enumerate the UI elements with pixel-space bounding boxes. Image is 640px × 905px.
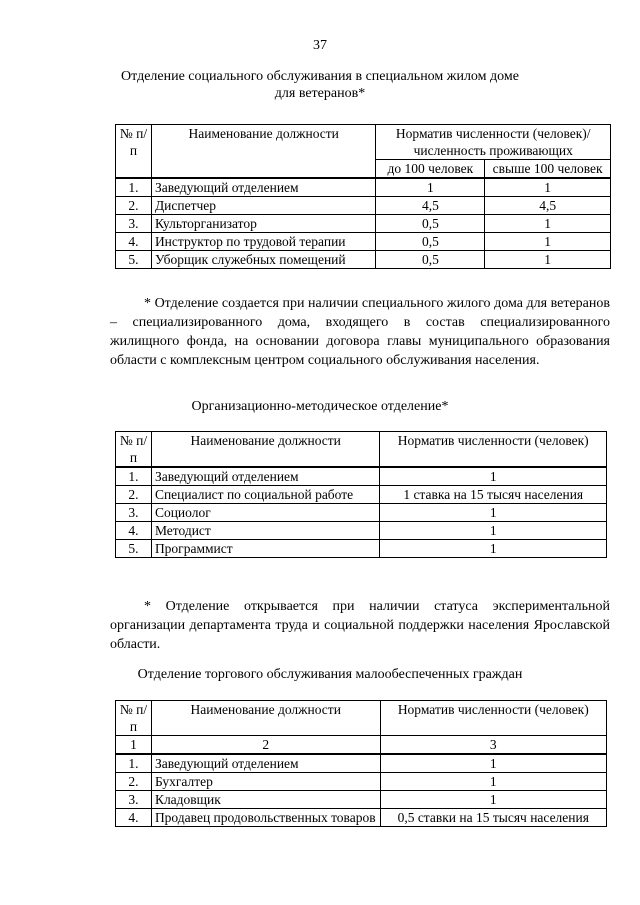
row-name: Заведующий отделением bbox=[151, 467, 380, 486]
section-1-note-text: * Отделение создается при наличии специального жилого дома для ветеранов – специализированного дома, входящего в состав специализированного жилищного фонда, на основании договора главы муниципального образования области с комплексным центром социального обслуживания населения. bbox=[110, 296, 610, 368]
row-num: 2. bbox=[116, 486, 152, 504]
section-3-title: Отделение торгового обслуживания малообеспеченных граждан bbox=[137, 667, 523, 682]
page-number: 37 bbox=[313, 38, 327, 53]
row-num: 5. bbox=[116, 540, 152, 558]
table-row bbox=[116, 467, 607, 486]
row-value: 1 bbox=[380, 522, 607, 540]
section-2-note-text: * Отделение открывается при наличии статуса экспериментальной организации департамента труда и социальной поддержки населения Ярославской области. bbox=[110, 599, 610, 652]
table-header-row bbox=[116, 701, 607, 736]
row-value-2: 1 bbox=[485, 178, 611, 197]
section-2-title: Организационно-методическое отделение* bbox=[191, 399, 449, 414]
index-col-2: 2 bbox=[151, 736, 380, 755]
row-num: 4. bbox=[116, 233, 152, 251]
row-name: Программист bbox=[151, 540, 380, 558]
table-row bbox=[116, 754, 607, 773]
row-num: 3. bbox=[116, 504, 152, 522]
row-value: 1 bbox=[380, 773, 606, 791]
row-name: Кладовщик bbox=[151, 791, 380, 809]
row-num: 4. bbox=[116, 809, 152, 827]
row-value-1: 1 bbox=[376, 178, 485, 197]
row-value-2: 1 bbox=[485, 233, 611, 251]
row-value-2: 4,5 bbox=[485, 197, 611, 215]
table-row bbox=[116, 773, 607, 791]
row-value: 1 bbox=[380, 504, 607, 522]
row-value-1: 0,5 bbox=[376, 215, 485, 233]
row-name: Культорганизатор bbox=[151, 215, 376, 233]
row-value: 1 bbox=[380, 467, 607, 486]
table-row bbox=[116, 215, 611, 233]
row-name: Инструктор по трудовой терапии bbox=[151, 233, 376, 251]
row-num: 2. bbox=[116, 773, 152, 791]
header-num: № п/п bbox=[116, 125, 152, 179]
table-row bbox=[116, 486, 607, 504]
table-header-row bbox=[116, 125, 611, 160]
row-num: 3. bbox=[116, 215, 152, 233]
row-name: Заведующий отделением bbox=[151, 754, 380, 773]
row-name: Продавец продовольственных товаров bbox=[151, 809, 380, 827]
header-name: Наименование должности bbox=[151, 432, 380, 468]
section-1-table bbox=[115, 124, 611, 269]
table-row bbox=[116, 178, 611, 197]
header-norm: Норматив численности (человек)/ численность проживающих bbox=[376, 125, 611, 160]
row-value: 1 bbox=[380, 754, 606, 773]
table-row bbox=[116, 791, 607, 809]
row-value-1: 0,5 bbox=[376, 233, 485, 251]
header-name: Наименование должности bbox=[151, 701, 380, 736]
header-name: Наименование должности bbox=[151, 125, 376, 179]
index-col-3: 3 bbox=[380, 736, 606, 755]
table-row bbox=[116, 233, 611, 251]
row-num: 3. bbox=[116, 791, 152, 809]
header-sub-1: до 100 человек bbox=[376, 160, 485, 179]
row-name: Бухгалтер bbox=[151, 773, 380, 791]
row-value-1: 0,5 bbox=[376, 251, 485, 269]
header-num: № п/п bbox=[116, 701, 152, 736]
section-2-note bbox=[110, 597, 610, 654]
table-row bbox=[116, 809, 607, 827]
section-1-title bbox=[110, 68, 530, 102]
row-value: 0,5 ставки на 15 тысяч населения bbox=[380, 809, 606, 827]
table-row bbox=[116, 251, 611, 269]
row-num: 4. bbox=[116, 522, 152, 540]
table-row bbox=[116, 197, 611, 215]
section-1-note bbox=[110, 294, 610, 370]
row-num: 5. bbox=[116, 251, 152, 269]
header-norm: Норматив численности (человек) bbox=[380, 701, 606, 736]
row-name: Специалист по социальной работе bbox=[151, 486, 380, 504]
table-header-row bbox=[116, 432, 607, 468]
header-num: № п/п bbox=[116, 432, 152, 468]
header-sub-2: свыше 100 человек bbox=[485, 160, 611, 179]
row-value: 1 bbox=[380, 540, 607, 558]
row-value-1: 4,5 bbox=[376, 197, 485, 215]
row-name: Методист bbox=[151, 522, 380, 540]
table-row bbox=[116, 522, 607, 540]
row-value: 1 bbox=[380, 791, 606, 809]
row-value-2: 1 bbox=[485, 215, 611, 233]
row-name: Заведующий отделением bbox=[151, 178, 376, 197]
section-2-table bbox=[115, 431, 607, 558]
row-num: 1. bbox=[116, 178, 152, 197]
row-name: Социолог bbox=[151, 504, 380, 522]
table-row bbox=[116, 540, 607, 558]
section-1-title-line-1: Отделение социального обслуживания в специальном жилом доме bbox=[121, 69, 519, 84]
section-1-title-line-2: для ветеранов* bbox=[274, 86, 366, 101]
header-norm: Норматив численности (человек) bbox=[380, 432, 607, 468]
row-value-2: 1 bbox=[485, 251, 611, 269]
row-value: 1 ставка на 15 тысяч населения bbox=[380, 486, 607, 504]
row-name: Диспетчер bbox=[151, 197, 376, 215]
row-name: Уборщик служебных помещений bbox=[151, 251, 376, 269]
index-col-1: 1 bbox=[116, 736, 152, 755]
row-num: 2. bbox=[116, 197, 152, 215]
row-num: 1. bbox=[116, 467, 152, 486]
table-row bbox=[116, 504, 607, 522]
section-3-table bbox=[115, 700, 607, 827]
table-index-row bbox=[116, 736, 607, 755]
row-num: 1. bbox=[116, 754, 152, 773]
